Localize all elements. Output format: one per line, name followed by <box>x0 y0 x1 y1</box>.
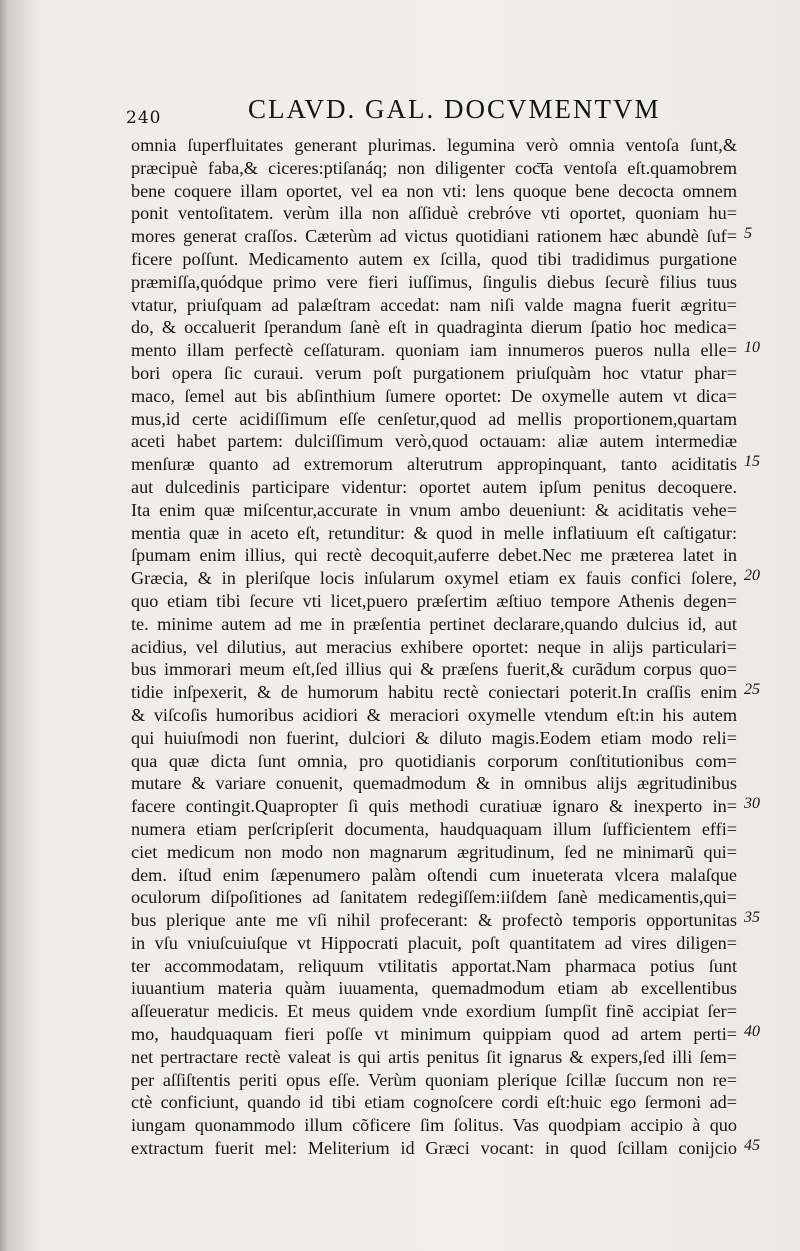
text-line: in vſu vniuſcuiuſque vt Hippocrati placuit, poſt quantitatem ad vires diligen= <box>131 932 737 953</box>
text-line: qua quæ dicta ſunt omnia, pro quotidianis corporum conſtitutionibus com= <box>131 750 737 771</box>
text-line: ctè conficiunt, quando id tibi etiam cognoſcere cordi eſt:huic ego ſermoni ad= <box>131 1092 737 1113</box>
text-line: aut dulcedinis participare videntur: oportet autem ipſum penitus decoquere. <box>131 476 737 497</box>
text-line: Ita enim quæ miſcentur,accurate in vnum ambo deueniunt: & aciditatis vehe= <box>131 499 737 520</box>
text-line: oculorum diſpoſitiones ad ſanitatem redegiſſem:iiſdem ſanè medicamentis,qui= <box>131 887 737 908</box>
text-line: mores generat craſſos. Cæterùm ad victus quotidiani rationem hæc abundè ſuf= <box>131 226 737 247</box>
text-line: vtatur, priuſquam ad palæſtram accedat: nam niſi valde magna fuerit ægritu= <box>131 294 737 315</box>
text-line: præmiſſa,quódque primo vere fieri iuſſimus, ſingulis diebus ſecurè filius tuus <box>131 271 737 292</box>
text-line: mutare & variare conuenit, quemadmodum & in omnibus alijs ægritudinibus <box>131 773 737 794</box>
text-line: mo, haudquaquam fieri poſſe vt minimum quippiam quod ad artem perti= <box>131 1024 737 1045</box>
text-line: acidius, vel dilutius, aut meracius exhibere oportet: neque in alijs particulari= <box>131 636 737 657</box>
text-line: qui huiuſmodi non fuerint, dulciori & diluto magis.Eodem etiam modo reli= <box>131 727 737 748</box>
text-line: bus immorari meum eſt,ſed illius qui & præſens fuerit,& curãdum corpus quo= <box>131 659 737 680</box>
text-line: ter accommodatam, reliquum vtilitatis apportat.Nam pharmaca potius ſunt <box>131 955 737 976</box>
margin-line-number: 20 <box>744 567 760 585</box>
text-line: aſſeueratur medicis. Et meus quidem vnde exordium ſumpſit finẽ accipiat ſer= <box>131 1001 737 1022</box>
body-text <box>131 134 737 1160</box>
text-line: Græcia, & in pleriſque locis inſularum oxymel etiam ex fauis confici ſolere, <box>131 568 737 589</box>
text-line: bene coquere illam oportet, vel ea non vti: lens quoque bene decocta omnem <box>131 180 737 201</box>
margin-line-number: 15 <box>744 453 760 471</box>
margin-line-number: 45 <box>744 1137 760 1155</box>
margin-line-number: 5 <box>744 225 752 243</box>
text-line: bus plerique ante me vſi nihil profecerant: & profectò temporis opportunitas <box>131 910 737 931</box>
text-line: dem. iſtud enim ſæpenumero palàm oſtendi cum inueterata vlcera malaſque <box>131 864 737 885</box>
margin-line-number: 35 <box>744 909 760 927</box>
margin-line-number: 30 <box>744 795 760 813</box>
text-line: do, & occaluerit ſperandum ſanè eſt in quadraginta dierum ſpatio hoc medica= <box>131 317 737 338</box>
text-line: menſuræ quanto ad extremorum alterutrum appropinquant, tanto aciditatis <box>131 454 737 475</box>
text-line: te. minime autem ad me in præſentia pertinet declarare,quando dulcius id, aut <box>131 613 737 634</box>
text-line: quo etiam tibi ſecure vti licet,puero præſertim æſtiuo tempore Athenis degen= <box>131 590 737 611</box>
text-line: iungam quonammodo illum cõficere ſim ſolitus. Vas quodpiam accipio à quo <box>131 1115 737 1136</box>
text-line: aceti habet partem: dulciſſimum verò,quod octauam: aliæ autem intermediæ <box>131 431 737 452</box>
text-line: ponit ventoſitatem. verùm illa non aſſiduè crebróve vti oportet, quoniam hu= <box>131 203 737 224</box>
text-line: extractum fuerit mel: Meliterium id Græci vocant: in quod ſcillam conijcio <box>131 1138 737 1159</box>
margin-line-number: 25 <box>744 681 760 699</box>
text-line: facere contingit.Quapropter ſi quis methodi curatiuæ ignaro & inexperto in= <box>131 796 737 817</box>
text-line: numera etiam perſcripſerit documenta, haudquaquam illum ſufficientem effi= <box>131 818 737 839</box>
text-line: maco, ſemel aut bis abſinthium ſumere oportet: De oxymelle autem vt dica= <box>131 385 737 406</box>
text-line: omnia ſuperfluitates generant plurimas. legumina verò omnia ventoſa ſunt,& <box>131 135 737 155</box>
text-line: mentia quæ in aceto eſt, retunditur: & quod in melle inflatiuum eſt caſtigatur: <box>131 522 737 543</box>
text-line: net pertractare rectè valeat is qui artis penitus ſit ignarus & expers,ſed illi ſem= <box>131 1046 737 1067</box>
margin-line-number: 10 <box>744 339 760 357</box>
text-line: præcipuè faba,& ciceres:ptiſanáq; non diligenter coc͞ta ventoſa eſt.quamobrem <box>131 157 737 178</box>
text-line: tidie inſpexerit, & de humorum habitu rectè coniectari poterit.In craſſis enim <box>131 682 737 703</box>
running-head: CLAVD. GAL. DOCVMENTVM <box>248 94 661 124</box>
page-header <box>126 94 726 126</box>
text-line: ſpumam enim illius, qui rectè decoquit,auferre debet.Nec me præterea latet in <box>131 545 737 566</box>
text-line: ciet medicum non modo non magnarum ægritudinum, ſed ne minimarũ qui= <box>131 841 737 862</box>
text-line: iuuantium materia quàm iuuamenta, quemadmodum etiam ab excellentibus <box>131 978 737 999</box>
text-line: ficere poſſunt. Medicamento autem ex ſcilla, quod tibi tradidimus purgatione <box>131 248 737 269</box>
text-line: & viſcoſis humoribus acidiori & meraciori oxymelle vtendum eſt:in his autem <box>131 704 737 725</box>
text-line: per aſſiſtentis periti opus eſſe. Verùm quoniam plerique ſcillæ ſuccum non re= <box>131 1069 737 1090</box>
page-number: 240 <box>126 108 162 128</box>
text-line: mus,id certe acidiſſimum eſſe cenſetur,quod ad mellis proportionem,quartam <box>131 408 737 429</box>
text-line: bori opera ſic curaui. verum poſt purgationem priuſquàm hoc vtatur phar= <box>131 362 737 383</box>
text-line: mento illam perfectè ceſſaturam. quoniam iam innumeros pueros nulla elle= <box>131 340 737 361</box>
margin-line-number: 40 <box>744 1023 760 1041</box>
